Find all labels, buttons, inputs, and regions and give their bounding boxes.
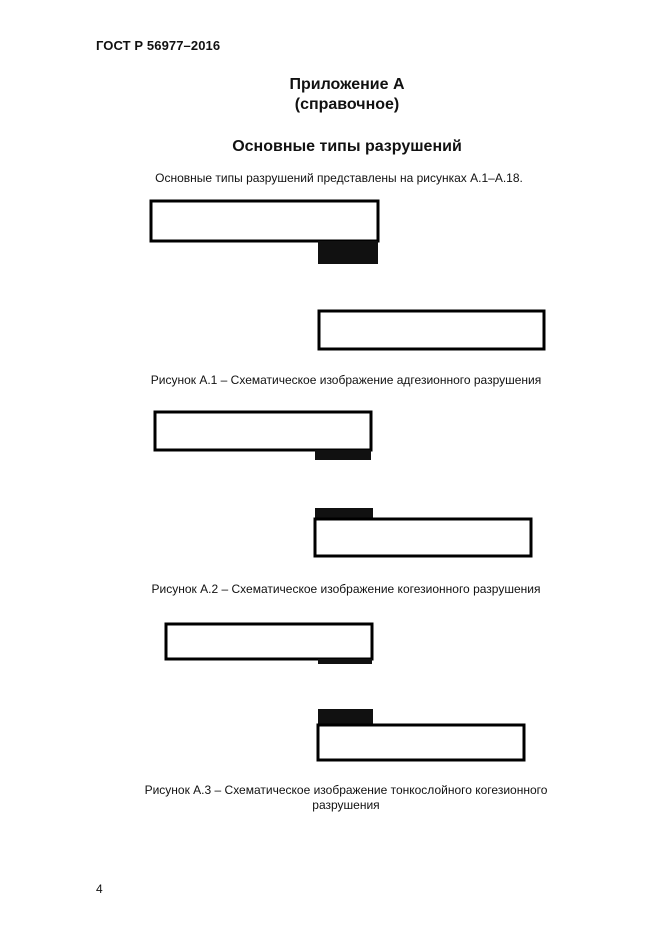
annex-title: Приложение А	[289, 76, 405, 93]
figure-a3-caption-line1: Рисунок А.3 – Схематическое изображение тонкослойного когезионного	[144, 783, 548, 797]
figure-a1-caption: Рисунок А.1 – Схематическое изображение адгезионного разрушения	[150, 373, 542, 387]
fig1-upper-specimen	[151, 201, 378, 241]
fig1-adhesive-layer	[318, 241, 378, 264]
fig1-lower-specimen	[319, 311, 544, 349]
fig3-lower-specimen	[318, 725, 524, 760]
fig3-upper-specimen	[166, 624, 372, 659]
fig2-lower-specimen	[315, 519, 531, 556]
fig2-adhesive-lower	[315, 508, 373, 519]
intro-paragraph: Основные типы разрушений представлены на рисунках А.1–А.18.	[155, 171, 523, 185]
section-title: Основные типы разрушений	[232, 138, 462, 155]
figure-a3-caption	[0, 783, 661, 813]
figure-a1	[151, 201, 544, 349]
fig3-adhesive-upper	[318, 659, 372, 664]
page-number: 4	[96, 882, 103, 896]
figure-a2-caption: Рисунок А.2 – Схематическое изображение когезионного разрушения	[151, 582, 541, 596]
fig2-adhesive-upper	[315, 450, 371, 460]
figure-a2	[155, 412, 531, 556]
fig3-adhesive-lower	[318, 709, 373, 725]
figure-a3-caption-line2: разрушения	[312, 798, 380, 812]
fig2-upper-specimen	[155, 412, 371, 450]
document-code: ГОСТ Р 56977–2016	[96, 38, 221, 53]
figure-a3	[166, 624, 524, 760]
annex-subtitle: (справочное)	[294, 96, 400, 113]
